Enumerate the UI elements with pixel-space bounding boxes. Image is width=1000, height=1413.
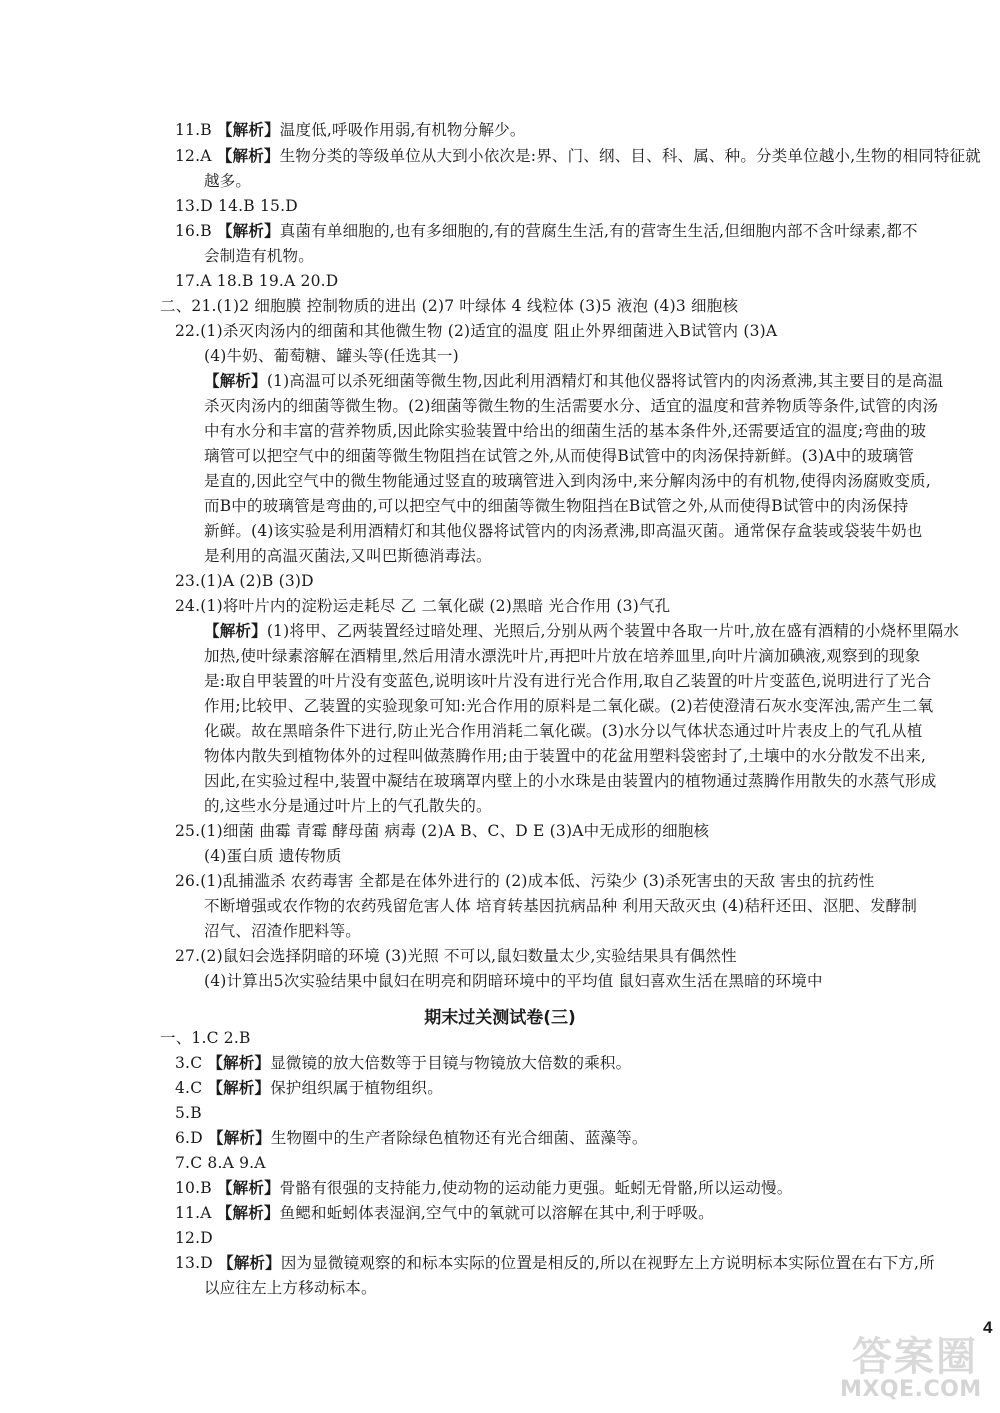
answer-line: 12.A 【解析】生物分类的等级单位从大到小依次是:界、门、纲、目、科、属、种。分类单位越小,生物的相同特征就: [175, 146, 981, 165]
answer-line: 新鲜。(4)该实验是利用酒精灯和其他仪器将试管内的肉汤煮沸,即高温灭菌。通常保存盒装或袋装牛奶也: [204, 522, 923, 540]
answer-line: 杀灭肉汤内的细菌等微生物。(2)细菌等微生物的生活需要水分、适宜的温度和营养物质等条件,试管的肉汤: [204, 397, 939, 415]
answer-line: 4.C 【解析】保护组织属于植物组织。: [175, 1078, 443, 1097]
answer-line: 26.(1)乱捕滥杀 农药毒害 全都是在体外进行的 (2)成本低、污染少 (3)杀死害虫的天敌 害虫的抗药性: [175, 872, 875, 890]
answer-line: 【解析】(1)将甲、乙两装置经过暗处理、光照后,分别从两个装置中各取一片叶,放在盛有酒精的小烧杯里隔水: [204, 621, 960, 640]
answer-line: 一、1.C 2.B: [160, 1029, 251, 1047]
answer-line: 不断增强或农作物的农药残留危害人体 培育转基因抗病品种 利用天敌灭虫 (4)秸秆还田、沤肥、发酵制: [204, 897, 918, 915]
section-title: 期末过关测试卷(三): [424, 1008, 576, 1028]
answer-line: 是利用的高温灭菌法,又叫巴斯德消毒法。: [204, 547, 492, 565]
answer-line: 是直的,因此空气中的微生物能通过竖直的玻璃管进入到肉汤中,来分解肉汤中的有机物,使得肉汤腐败变质,: [204, 472, 932, 490]
answer-line: 的,这些水分是通过叶片上的气孔散失的。: [204, 797, 492, 815]
answer-line: 化碳。故在黑暗条件下进行,防止光合作用消耗二氧化碳。(3)水分以气体状态通过叶片表皮上的气孔从植: [204, 722, 923, 740]
page-number: 4: [983, 1318, 993, 1337]
answer-line: 以应往左上方移动标本。: [204, 1279, 377, 1297]
answer-line: 16.B 【解析】真菌有单细胞的,也有多细胞的,有的营腐生生活,有的营寄生生活,但细胞内部不含叶绿素,都不: [175, 221, 918, 240]
answer-line: 5.B: [175, 1104, 202, 1122]
answer-line: 13.D 【解析】因为显微镜观察的和标本实际的位置是相反的,所以在视野左上方说明标本实际位置在右下方,所: [175, 1253, 935, 1272]
answer-line: 7.C 8.A 9.A: [175, 1154, 266, 1172]
answer-line: 24.(1)将叶片内的淀粉运走耗尽 乙 二氧化碳 (2)黑暗 光合作用 (3)气孔: [175, 597, 671, 615]
answer-line: 11.B 【解析】温度低,呼吸作用弱,有机物分解少。: [175, 120, 526, 139]
watermark-url: MXQE.COM: [840, 1377, 982, 1402]
answer-line: 加热,使叶绿素溶解在酒精里,然后用清水漂洗叶片,再把叶片放在培养皿里,向叶片滴加碘液,观察到的现象: [204, 647, 921, 665]
answer-line: 10.B 【解析】骨骼有很强的支持能力,使动物的运动能力更强。蚯蚓无骨骼,所以运动慢。: [175, 1178, 793, 1197]
answer-line: 3.C 【解析】显微镜的放大倍数等于目镜与物镜放大倍数的乘积。: [175, 1053, 632, 1072]
answer-line: 是:取自甲装置的叶片没有变蓝色,说明该叶片没有进行光合作用,取自乙装置的叶片变蓝色,说明进行了光合: [204, 672, 932, 690]
answer-line: 而B中的玻璃管是弯曲的,可以把空气中的细菌等微生物阻挡在B试管之外,从而使得B试管中的肉汤保持: [204, 497, 909, 515]
answer-line: 13.D 14.B 15.D: [175, 197, 298, 215]
answer-line: 17.A 18.B 19.A 20.D: [175, 272, 339, 290]
answer-line: 璃管可以把空气中的细菌等微生物阻挡在试管之外,从而使得B试管中的肉汤保持新鲜。(3)A中的玻璃管: [204, 447, 915, 465]
answer-line: 作用;比较甲、乙装置的实验现象可知:光合作用的原料是二氧化碳。(2)若使澄清石灰水变浑浊,需产生二氧: [204, 697, 934, 715]
answer-line: 会制造有机物。: [204, 247, 314, 265]
watermark-logo: 答案圈: [852, 1334, 978, 1380]
answer-line: 因此,在实验过程中,装置中凝结在玻璃罩内壁上的小水珠是由装置内的植物通过蒸腾作用散失的水蒸气形成: [204, 772, 937, 790]
answer-line: 27.(2)鼠妇会选择阴暗的环境 (3)光照 不可以,鼠妇数量太少,实验结果具有偶然性: [175, 947, 737, 965]
answer-line: 12.D: [175, 1229, 213, 1247]
answer-line: 越多。: [204, 172, 252, 190]
answer-line: (4)牛奶、葡萄糖、罐头等(任选其一): [204, 347, 459, 365]
answer-line: 二、21.(1)2 细胞膜 控制物质的进出 (2)7 叶绿体 4 线粒体 (3)5 液泡 (4)3 细胞核: [160, 297, 739, 315]
answer-line: 22.(1)杀灭肉汤内的细菌和其他微生物 (2)适宜的温度 阻止外界细菌进入B试管内 (3)A: [175, 322, 778, 340]
answer-line: 【解析】(1)高温可以杀死细菌等微生物,因此利用酒精灯和其他仪器将试管内的肉汤煮沸,其主要目的是高温: [204, 371, 944, 390]
answer-line: 23.(1)A (2)B (3)D: [175, 572, 314, 590]
answer-line: 中有水分和丰富的营养物质,因此除实验装置中给出的细菌生活的基本条件外,还需要适宜的温度;弯曲的玻: [204, 422, 927, 440]
answer-line: 11.A 【解析】鱼鳃和蚯蚓体表湿润,空气中的氧就可以溶解在其中,利于呼吸。: [175, 1203, 714, 1222]
answer-line: 沼气、沼渣作肥料等。: [204, 922, 362, 940]
answer-line: (4)计算出5次实验结果中鼠妇在明亮和阴暗环境中的平均值 鼠妇喜欢生活在黑暗的环境中: [204, 972, 823, 990]
answer-line: 物体内散失到植物体外的过程叫做蒸腾作用;由于装置中的花盆用塑料袋密封了,土壤中的水分散发不出来,: [204, 747, 927, 765]
answer-line: (4)蛋白质 遗传物质: [204, 847, 342, 865]
answer-line: 25.(1)细菌 曲霉 青霉 酵母菌 病毒 (2)A B、C、D E (3)A中无成形的细胞核: [175, 822, 710, 840]
answer-line: 6.D 【解析】生物圈中的生产者除绿色植物还有光合细菌、蓝藻等。: [175, 1128, 648, 1147]
watermark: [840, 1325, 1000, 1413]
